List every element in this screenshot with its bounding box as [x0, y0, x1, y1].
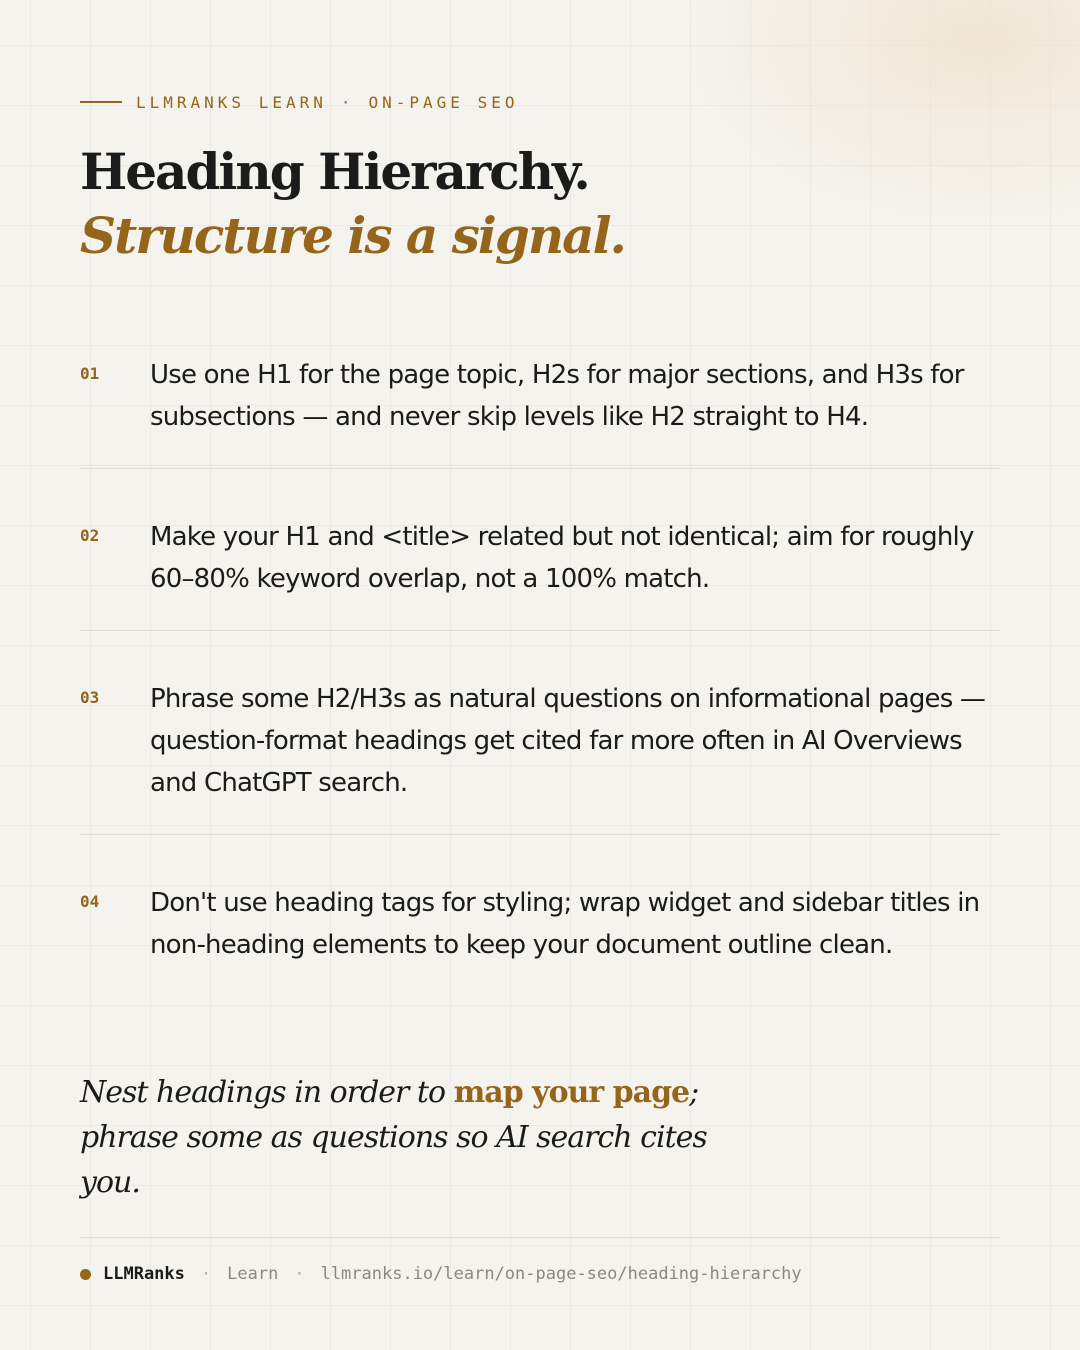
tip-number: 02 — [80, 526, 100, 545]
tips-list — [80, 345, 1000, 996]
tip-item-4 — [80, 873, 1000, 996]
eyebrow-section: ON-PAGE SEO — [368, 92, 519, 112]
tip-text: Phrase some H2/H3s as natural questions on informational pages — question-format headings get cited far more often in AI Overviews and ChatGPT search. — [150, 684, 986, 798]
footer-separator: · — [200, 1264, 212, 1284]
footer-divider — [80, 1237, 1000, 1238]
page-subtitle: Structure is a signal. — [80, 206, 625, 265]
tip-number: 01 — [80, 364, 100, 383]
footer-brand: LLMRanks — [103, 1264, 185, 1284]
eyebrow-separator: · — [340, 92, 355, 112]
footer-url[interactable]: llmranks.io/learn/on-page-seo/heading-hierarchy — [320, 1264, 802, 1284]
tip-number: 04 — [80, 892, 100, 911]
quote-text-before: Nest headings in order to — [80, 1075, 454, 1110]
quote-text-after: ; phrase some as questions so AI search cites you. — [80, 1075, 707, 1200]
tip-item-3 — [80, 669, 1000, 835]
footer — [80, 1262, 802, 1286]
page-title: Heading Hierarchy. — [80, 142, 589, 201]
summary-quote — [80, 1070, 740, 1205]
tip-number: 03 — [80, 688, 100, 707]
tip-text: Use one H1 for the page topic, H2s for major sections, and H3s for subsections — and never skip levels like H2 straight to H4. — [150, 360, 964, 432]
eyebrow-brand: LLMRANKS LEARN — [136, 92, 327, 112]
brand-dot-icon — [80, 1269, 91, 1280]
tip-item-2 — [80, 507, 1000, 631]
quote-highlight: map your page — [453, 1075, 690, 1110]
footer-separator: · — [294, 1264, 305, 1284]
footer-section: Learn — [227, 1264, 279, 1284]
tip-text: Make your H1 and <title> related but not identical; aim for roughly 60–80% keyword overlap, not a 100% match. — [150, 522, 974, 594]
eyebrow — [80, 91, 518, 113]
eyebrow-rule — [80, 101, 122, 103]
tip-item-1 — [80, 345, 1000, 469]
tip-text: Don't use heading tags for styling; wrap widget and sidebar titles in non-heading elements to keep your document outline clean. — [150, 888, 980, 960]
